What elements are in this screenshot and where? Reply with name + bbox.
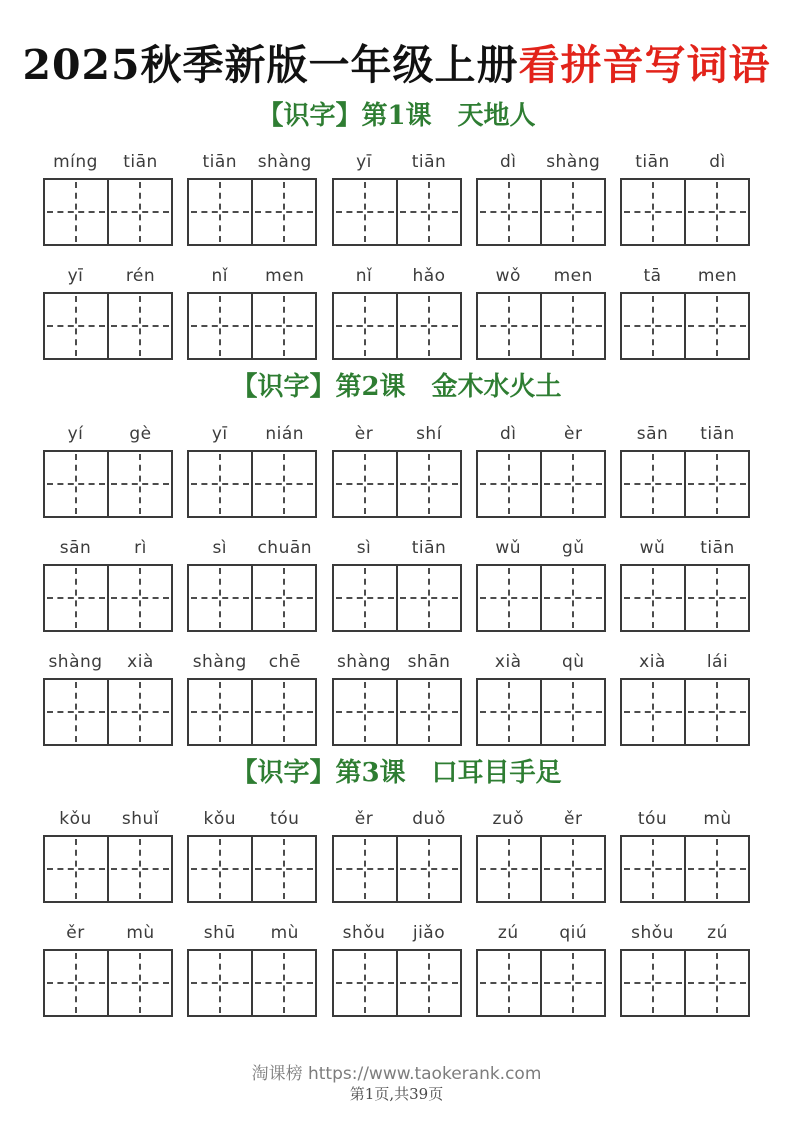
pinyin-syllable: lái [706, 651, 729, 672]
writing-cell [684, 951, 748, 1015]
writing-grid-group [476, 564, 606, 632]
pinyin-pair [476, 651, 606, 673]
writing-cell [540, 452, 604, 516]
word-row [43, 808, 750, 903]
pinyin-syllable: tiān [411, 152, 447, 173]
pinyin-pair [332, 265, 462, 287]
writing-cell [189, 680, 251, 744]
writing-grid-group [332, 678, 462, 746]
writing-grid-group [43, 949, 173, 1017]
writing-grid-group [187, 450, 317, 518]
writing-grid-group [43, 564, 173, 632]
pinyin-syllable: yī [67, 266, 84, 287]
pinyin-syllable: men [553, 266, 593, 287]
writing-cell [396, 680, 460, 744]
writing-cell [45, 951, 107, 1015]
pinyin-syllable: sān [59, 537, 92, 558]
word-row [43, 922, 750, 1017]
writing-cell [189, 180, 251, 244]
pinyin-syllable: jiǎo [412, 922, 446, 943]
pinyin-pair [187, 808, 317, 830]
pinyin-syllable: gè [129, 423, 152, 444]
pinyin-syllable: kǒu [59, 808, 92, 829]
pinyin-syllable: dì [499, 152, 517, 173]
writing-grid-group [43, 450, 173, 518]
pinyin-syllable: nǐ [211, 266, 228, 287]
writing-cell [684, 837, 748, 901]
pinyin-syllable: tiān [700, 537, 735, 558]
grid-row [43, 835, 750, 903]
word-row [43, 537, 750, 632]
section-heading-2: 【识字】第2课 金木水火土 [231, 372, 562, 403]
writing-grid-group [476, 835, 606, 903]
writing-cell [107, 180, 171, 244]
pinyin-syllable: tiān [635, 152, 670, 173]
writing-grid-group [332, 178, 462, 246]
writing-cell [540, 951, 604, 1015]
writing-grid-group [332, 450, 462, 518]
writing-grid-group [476, 178, 606, 246]
pinyin-syllable: shàng [257, 152, 312, 173]
pinyin-syllable: rén [125, 266, 156, 287]
writing-grid-group [187, 678, 317, 746]
writing-grid-group [620, 178, 750, 246]
pinyin-syllable: mù [126, 922, 155, 943]
pinyin-pair [187, 265, 317, 287]
writing-grid-group [43, 178, 173, 246]
writing-grid-group [476, 949, 606, 1017]
footer [0, 1064, 793, 1122]
writing-cell [622, 452, 684, 516]
section-heading-1: 【识字】第1课 天地人 [257, 101, 536, 132]
writing-cell [189, 566, 251, 630]
pinyin-syllable: rì [134, 537, 147, 558]
writing-cell [622, 180, 684, 244]
writing-cell [622, 294, 684, 358]
writing-cell [334, 452, 396, 516]
writing-cell [251, 951, 315, 1015]
writing-cell [478, 452, 540, 516]
writing-cell [396, 452, 460, 516]
writing-cell [107, 294, 171, 358]
writing-cell [684, 452, 748, 516]
pinyin-syllable: ěr [354, 808, 374, 829]
writing-cell [622, 837, 684, 901]
pinyin-syllable: shàng [336, 651, 392, 672]
pinyin-pair [43, 651, 173, 673]
pinyin-pair [620, 808, 750, 830]
writing-cell [45, 452, 107, 516]
pinyin-pair [43, 922, 173, 944]
footer-site-line [0, 1064, 793, 1085]
writing-cell [107, 452, 171, 516]
pinyin-syllable: duǒ [412, 808, 446, 829]
pinyin-row [43, 922, 750, 944]
pinyin-syllable: xià [127, 651, 154, 672]
pinyin-row [43, 537, 750, 559]
writing-cell [622, 951, 684, 1015]
page-title-black: 2025秋季新版一年级上册 [22, 41, 519, 89]
pinyin-syllable: mù [703, 808, 732, 829]
writing-cell [189, 951, 251, 1015]
writing-cell [478, 294, 540, 358]
pinyin-syllable: èr [354, 423, 374, 444]
pinyin-syllable: qiú [559, 922, 588, 943]
pinyin-syllable: shǒu [631, 922, 674, 943]
sections-container [0, 89, 793, 1017]
word-row [43, 151, 750, 246]
pinyin-pair [332, 537, 462, 559]
writing-cell [334, 837, 396, 901]
writing-grid-group [332, 835, 462, 903]
writing-cell [45, 680, 107, 744]
page-title-red: 看拼音写词语 [518, 41, 771, 89]
pinyin-syllable: zú [497, 922, 519, 943]
pinyin-pair [476, 537, 606, 559]
pinyin-pair [43, 265, 173, 287]
section-heading-3: 【识字】第3课 口耳目手足 [231, 757, 562, 788]
writing-cell [478, 566, 540, 630]
pinyin-pair [187, 423, 317, 445]
pinyin-syllable: yí [67, 423, 84, 444]
writing-cell [396, 566, 460, 630]
pinyin-pair [476, 151, 606, 173]
writing-cell [540, 837, 604, 901]
writing-cell [251, 452, 315, 516]
writing-cell [622, 680, 684, 744]
writing-grid-group [187, 835, 317, 903]
pinyin-syllable: xià [639, 651, 666, 672]
pinyin-syllable: tóu [637, 808, 668, 829]
pinyin-pair [476, 423, 606, 445]
pinyin-syllable: tiān [123, 152, 158, 173]
pinyin-row [43, 651, 750, 673]
pinyin-syllable: shàng [48, 651, 103, 672]
pinyin-pair [620, 651, 750, 673]
pinyin-syllable: sān [636, 423, 669, 444]
writing-cell [684, 680, 748, 744]
writing-grid-group [476, 450, 606, 518]
pinyin-pair [476, 808, 606, 830]
writing-cell [107, 680, 171, 744]
pinyin-syllable: dì [709, 152, 726, 173]
site-name: 淘课榜 [251, 1064, 303, 1084]
writing-cell [45, 294, 107, 358]
writing-cell [334, 566, 396, 630]
writing-cell [251, 837, 315, 901]
pinyin-syllable: dì [499, 423, 517, 444]
pinyin-pair [476, 265, 606, 287]
pinyin-syllable: míng [53, 152, 98, 173]
writing-cell [107, 566, 171, 630]
writing-grid-group [476, 292, 606, 360]
pinyin-syllable: ěr [66, 922, 85, 943]
grid-row [43, 292, 750, 360]
writing-cell [478, 951, 540, 1015]
pinyin-syllable: shí [416, 423, 442, 444]
pinyin-syllable: èr [564, 423, 583, 444]
word-row [43, 651, 750, 746]
page-number: 第1页,共39页 [349, 1085, 444, 1103]
pinyin-pair [43, 808, 173, 830]
writing-grid-group [620, 564, 750, 632]
pinyin-syllable: tiān [411, 537, 447, 558]
pinyin-pair [187, 151, 317, 173]
pinyin-syllable: shàng [192, 651, 247, 672]
pinyin-syllable: gǔ [561, 537, 585, 558]
pinyin-pair [43, 151, 173, 173]
pinyin-syllable: shuǐ [121, 808, 160, 829]
pinyin-syllable: tóu [270, 808, 300, 829]
pinyin-pair [332, 151, 462, 173]
site-url-link[interactable]: https://www.taokerank.com [307, 1064, 542, 1084]
pinyin-syllable: wǔ [495, 537, 522, 558]
page-title [0, 42, 793, 89]
pinyin-pair [332, 651, 462, 673]
grid-row [43, 949, 750, 1017]
writing-cell [334, 951, 396, 1015]
writing-cell [396, 180, 460, 244]
writing-cell [396, 837, 460, 901]
writing-cell [334, 294, 396, 358]
writing-grid-group [187, 564, 317, 632]
pinyin-pair [187, 922, 317, 944]
pinyin-syllable: tā [643, 266, 662, 287]
word-row [43, 423, 750, 518]
writing-cell [189, 837, 251, 901]
writing-grid-group [620, 678, 750, 746]
pinyin-syllable: wǒ [495, 266, 521, 287]
writing-cell [540, 294, 604, 358]
pinyin-syllable: mù [270, 922, 299, 943]
pinyin-syllable: yī [356, 152, 372, 173]
grid-row [43, 178, 750, 246]
pinyin-syllable: sì [212, 537, 228, 558]
pinyin-syllable: men [697, 266, 738, 287]
grid-row [43, 678, 750, 746]
grid-row [43, 450, 750, 518]
writing-cell [684, 566, 748, 630]
pinyin-pair [187, 651, 317, 673]
pinyin-syllable: kǒu [203, 808, 237, 829]
writing-grid-group [620, 450, 750, 518]
writing-grid-group [332, 292, 462, 360]
writing-grid-group [43, 678, 173, 746]
pinyin-syllable: shān [407, 651, 451, 672]
pinyin-syllable: shǒu [342, 922, 386, 943]
writing-cell [684, 294, 748, 358]
writing-cell [540, 180, 604, 244]
writing-cell [251, 566, 315, 630]
writing-cell [334, 180, 396, 244]
writing-cell [622, 566, 684, 630]
pinyin-syllable: men [265, 266, 305, 287]
word-row [43, 265, 750, 360]
pinyin-pair [620, 151, 750, 173]
pinyin-syllable: nián [265, 423, 305, 444]
pinyin-row [43, 423, 750, 445]
writing-grid-group [332, 949, 462, 1017]
writing-cell [396, 951, 460, 1015]
pinyin-syllable: tiān [202, 152, 238, 173]
pinyin-pair [620, 537, 750, 559]
pinyin-syllable: chē [268, 651, 301, 672]
writing-cell [334, 680, 396, 744]
pinyin-syllable: chuān [257, 537, 313, 558]
writing-cell [540, 566, 604, 630]
pinyin-syllable: tiān [700, 423, 735, 444]
writing-grid-group [620, 949, 750, 1017]
writing-grid-group [187, 292, 317, 360]
pinyin-syllable: zú [707, 922, 728, 943]
writing-cell [189, 452, 251, 516]
pinyin-row [43, 151, 750, 173]
writing-cell [478, 680, 540, 744]
pinyin-syllable: qù [561, 651, 585, 672]
pinyin-pair [43, 537, 173, 559]
pinyin-syllable: wǔ [639, 537, 666, 558]
writing-grid-group [620, 292, 750, 360]
writing-grid-group [332, 564, 462, 632]
pinyin-syllable: zuǒ [492, 808, 525, 829]
pinyin-syllable: xià [494, 651, 522, 672]
writing-cell [45, 837, 107, 901]
pinyin-syllable: hǎo [412, 266, 446, 287]
writing-grid-group [43, 835, 173, 903]
writing-cell [107, 837, 171, 901]
pinyin-pair [620, 423, 750, 445]
writing-cell [684, 180, 748, 244]
pinyin-syllable: shàng [546, 152, 601, 173]
writing-grid-group [620, 835, 750, 903]
writing-cell [478, 180, 540, 244]
pinyin-pair [476, 922, 606, 944]
writing-cell [107, 951, 171, 1015]
writing-cell [251, 180, 315, 244]
pinyin-pair [620, 265, 750, 287]
pinyin-row [43, 808, 750, 830]
pinyin-pair [332, 808, 462, 830]
pinyin-pair [187, 537, 317, 559]
writing-cell [45, 180, 107, 244]
writing-grid-group [187, 178, 317, 246]
pinyin-pair [620, 922, 750, 944]
pinyin-syllable: shū [203, 922, 236, 943]
writing-cell [251, 294, 315, 358]
writing-cell [189, 294, 251, 358]
pinyin-pair [43, 423, 173, 445]
writing-grid-group [476, 678, 606, 746]
grid-row [43, 564, 750, 632]
writing-grid-group [187, 949, 317, 1017]
writing-cell [45, 566, 107, 630]
pinyin-row [43, 265, 750, 287]
pinyin-syllable: sì [356, 537, 372, 558]
writing-cell [396, 294, 460, 358]
writing-cell [540, 680, 604, 744]
writing-cell [478, 837, 540, 901]
pinyin-syllable: ěr [564, 808, 583, 829]
writing-grid-group [43, 292, 173, 360]
pinyin-syllable: yī [211, 423, 228, 444]
writing-cell [251, 680, 315, 744]
pinyin-syllable: nǐ [355, 266, 373, 287]
pinyin-pair [332, 423, 462, 445]
pinyin-pair [332, 922, 462, 944]
